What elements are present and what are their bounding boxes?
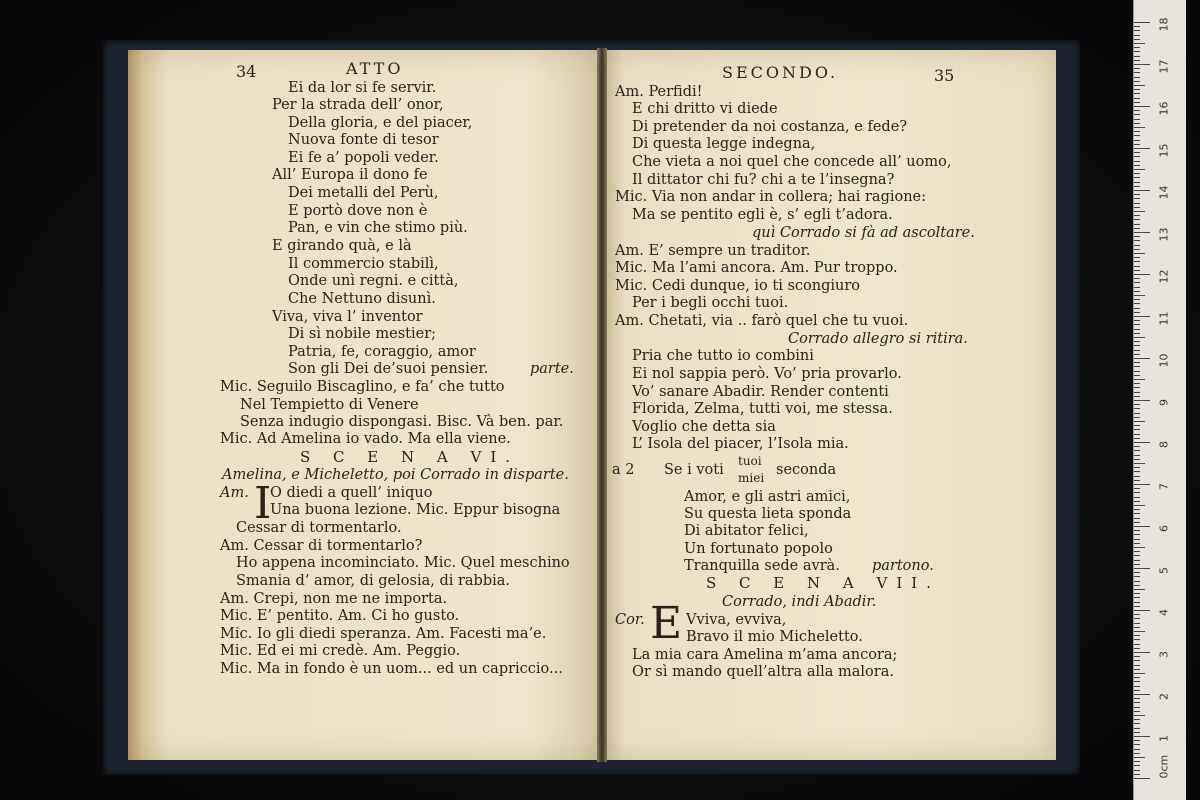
ruler-tick: [1134, 98, 1140, 99]
verse-line: Se i voti: [664, 462, 724, 478]
ruler-tick: [1134, 652, 1150, 653]
ruler-tick: [1134, 123, 1140, 124]
ruler-tick: [1134, 530, 1140, 531]
dialogue-line: Am. Perfidi!: [615, 84, 703, 100]
ruler-tick: [1134, 492, 1140, 493]
verse-line: Nuova fonte di tesor: [288, 132, 439, 148]
dialogue-line: Cessar di tormentarlo.: [236, 520, 402, 536]
ruler-tick: [1134, 89, 1140, 90]
ruler-tick: [1134, 249, 1140, 250]
ruler-tick: [1134, 186, 1140, 187]
ruler-tick: [1134, 455, 1140, 456]
ruler-tick: [1134, 677, 1140, 678]
ruler-tick: [1134, 656, 1140, 657]
ruler-tick: [1134, 765, 1140, 766]
ruler-tick: [1134, 236, 1140, 237]
dialogue-line: Am. Chetati, via .. farò quel che tu vuoi.: [615, 313, 909, 329]
ruler-tick: [1134, 366, 1140, 367]
ruler-tick: [1134, 547, 1145, 548]
ruler-tick: [1134, 761, 1140, 762]
ruler-tick: [1134, 278, 1140, 279]
ruler-tick: [1134, 404, 1140, 405]
verse-line: Il commercio stabilì,: [288, 256, 439, 272]
ruler-tick: [1134, 93, 1140, 94]
verse-variant-bottom: miei: [738, 471, 765, 485]
ruler-tick: [1134, 43, 1145, 44]
dialogue-line: Ei nol sappia però. Vo’ pria provarlo.: [632, 366, 902, 382]
ruler-tick: [1134, 312, 1140, 313]
verse-line: Son gli Dei de’suoi pensier.: [288, 361, 489, 377]
ruler-tick: [1134, 144, 1140, 145]
verse-line: Onde unì regni. e città,: [288, 273, 459, 289]
verse-line: seconda: [776, 462, 837, 478]
ruler-tick: [1134, 576, 1140, 577]
ruler-tick: [1134, 341, 1140, 342]
ruler-tick: [1134, 354, 1140, 355]
ruler-tick: [1134, 421, 1145, 422]
ruler-tick: [1134, 156, 1140, 157]
verse-line: Per la strada dell’ onor,: [272, 97, 444, 113]
ruler-tick: [1134, 148, 1150, 149]
ruler-tick: [1134, 711, 1140, 712]
ruler-tick: [1134, 85, 1145, 86]
ruler-tick: [1134, 429, 1140, 430]
verse-line: Un fortunato popolo: [684, 541, 833, 557]
dialogue-line: Vo’ sanare Abadir. Render contenti: [632, 384, 889, 400]
ruler-tick: [1134, 476, 1140, 477]
ruler-tick: [1134, 190, 1150, 191]
ruler-tick: [1134, 719, 1140, 720]
ruler-tick: [1134, 215, 1140, 216]
duet-marker: a 2: [612, 462, 635, 478]
dialogue-line: La mia cara Amelina m’ama ancora;: [632, 647, 898, 663]
ruler-tick: [1134, 194, 1140, 195]
ruler-mark: 17: [1157, 59, 1171, 74]
ruler-tick: [1134, 198, 1140, 199]
ruler-tick: [1134, 30, 1140, 31]
verse-variant-top: tuoi: [738, 454, 762, 468]
ruler-tick: [1134, 173, 1140, 174]
verse-line: Tranquilla sede avrà.: [684, 558, 840, 574]
ruler-tick: [1134, 602, 1140, 603]
ruler-mark: 18: [1157, 17, 1171, 32]
stage-direction: partono.: [872, 558, 934, 574]
ruler-tick: [1134, 753, 1140, 754]
ruler-mark: 3: [1157, 651, 1171, 658]
ruler-tick: [1134, 169, 1145, 170]
verse-line: Pan, e vin che stimo più.: [288, 220, 468, 236]
ruler-tick: [1134, 639, 1140, 640]
ruler-tick: [1134, 140, 1140, 141]
ruler-tick: [1134, 337, 1145, 338]
dialogue-line: Florida, Zelma, tutti voi, me stessa.: [632, 401, 893, 417]
ruler-tick: [1134, 614, 1140, 615]
ruler-tick: [1134, 736, 1150, 737]
ruler-tick: [1134, 274, 1150, 275]
verse-line: All’ Europa il dono fe: [272, 167, 428, 183]
ruler-mark: 14: [1157, 185, 1171, 200]
ruler-tick: [1134, 324, 1140, 325]
ruler-mark: 9: [1157, 399, 1171, 406]
ruler-tick: [1134, 644, 1140, 645]
ruler-tick: [1134, 568, 1150, 569]
dialogue-line: Pria che tutto io combini: [632, 348, 814, 364]
dialogue-line: Mic. Ed ei mi credè. Am. Peggio.: [220, 643, 461, 659]
ruler-tick: [1134, 358, 1150, 359]
ruler-mark: 1: [1157, 735, 1171, 742]
ruler-tick: [1134, 135, 1140, 136]
ruler-tick: [1134, 665, 1140, 666]
ruler-tick: [1134, 287, 1140, 288]
ruler-tick: [1134, 698, 1140, 699]
scene-heading: S C E N A VI.: [300, 448, 520, 466]
ruler-tick: [1134, 56, 1140, 57]
dialogue-line: O diedi a quell’ iniquo: [270, 485, 433, 501]
ruler-mark: 10: [1157, 353, 1171, 368]
ruler-tick: [1134, 106, 1150, 107]
ruler-tick: [1134, 669, 1140, 670]
ruler-tick: [1134, 732, 1140, 733]
ruler-tick: [1134, 467, 1140, 468]
verse-line: E portò dove non è: [288, 203, 428, 219]
ruler-tick: [1134, 266, 1140, 267]
ruler-tick: [1134, 770, 1140, 771]
ruler-mark: 16: [1157, 101, 1171, 116]
ruler-tick: [1134, 526, 1150, 527]
stage-direction: parte.: [530, 361, 574, 377]
ruler-tick: [1134, 383, 1140, 384]
ruler-mark: 13: [1157, 227, 1171, 242]
measurement-ruler: [1133, 0, 1186, 800]
ruler-tick: [1134, 593, 1140, 594]
dialogue-line: Vviva, evviva,: [686, 612, 787, 628]
ruler-tick: [1134, 161, 1140, 162]
ruler-tick: [1134, 631, 1145, 632]
ruler-tick: [1134, 463, 1145, 464]
ruler-tick: [1134, 408, 1140, 409]
ruler-tick: [1134, 623, 1140, 624]
ruler-tick: [1134, 182, 1140, 183]
ruler-tick: [1134, 110, 1140, 111]
ruler-tick: [1134, 681, 1140, 682]
dialogue-line: E chi dritto vi diede: [632, 101, 778, 117]
ruler-tick: [1134, 228, 1140, 229]
stage-direction: quì Corrado si fà ad ascoltare.: [752, 225, 975, 241]
dialogue-line: Am. E’ sempre un traditor.: [615, 243, 811, 259]
ruler-tick: [1134, 505, 1145, 506]
ruler-tick: [1134, 744, 1140, 745]
ruler-tick: [1134, 539, 1140, 540]
ruler-tick: [1134, 72, 1140, 73]
dialogue-line: L’ Isola del piacer, l’Isola mia.: [632, 436, 849, 452]
dialogue-line: Voglio che detta sia: [632, 419, 776, 435]
ruler-tick: [1134, 660, 1140, 661]
ruler-tick: [1134, 51, 1140, 52]
ruler-tick: [1134, 102, 1140, 103]
dialogue-line: Ho appena incominciato. Mic. Quel meschino: [236, 555, 570, 571]
ruler-tick: [1134, 219, 1140, 220]
dialogue-line: Smania d’ amor, di gelosia, di rabbia.: [236, 573, 510, 589]
ruler-tick: [1134, 484, 1150, 485]
ruler-mark: 6: [1157, 525, 1171, 532]
ruler-tick: [1134, 362, 1140, 363]
running-header: ATTO: [346, 59, 404, 78]
ruler-unit-label: 0cm: [1157, 754, 1171, 779]
dialogue-line: Mic. Ad Amelina io vado. Ma ella viene.: [220, 431, 511, 447]
verse-line: Di abitator felici,: [684, 523, 809, 539]
dialogue-line: Mic. Seguilo Biscaglino, e fa’ che tutto: [220, 379, 505, 395]
ruler-tick: [1134, 232, 1150, 233]
ruler-tick: [1134, 114, 1140, 115]
ruler-tick: [1134, 509, 1140, 510]
ruler-mark: 15: [1157, 143, 1171, 158]
ruler-tick: [1134, 387, 1140, 388]
dialogue-line: Mic. Ma in fondo è un uom... ed un capriccio...: [220, 661, 563, 677]
ruler-tick: [1134, 618, 1140, 619]
dialogue-line: Mic. Via non andar in collera; hai ragione:: [615, 189, 927, 205]
verse-line: Che Nettuno disunì.: [288, 291, 436, 307]
ruler-mark: 12: [1157, 269, 1171, 284]
ruler-tick: [1134, 560, 1140, 561]
ruler-tick: [1134, 635, 1140, 636]
ruler-tick: [1134, 627, 1140, 628]
ruler-tick: [1134, 131, 1140, 132]
scene-heading: S C E N A VII.: [706, 574, 940, 592]
stage-direction: Corrado allegro si ritira.: [788, 331, 968, 347]
ruler-tick: [1134, 320, 1140, 321]
ruler-tick: [1134, 211, 1145, 212]
ruler-tick: [1134, 417, 1140, 418]
ruler-tick: [1134, 316, 1150, 317]
ruler-tick: [1134, 177, 1140, 178]
ruler-tick: [1134, 375, 1140, 376]
ruler-tick: [1134, 333, 1140, 334]
ruler-tick: [1134, 270, 1140, 271]
ruler-tick: [1134, 694, 1150, 695]
verse-line: Viva, viva l’ inventor: [272, 309, 423, 325]
verse-line: Patria, fe, coraggio, amor: [288, 344, 476, 360]
ruler-tick: [1134, 329, 1140, 330]
verse-line: Dei metalli del Perù,: [288, 185, 439, 201]
dialogue-line: Mic. Cedi dunque, io ti scongiuro: [615, 278, 861, 294]
ruler-tick: [1134, 715, 1145, 716]
verse-line: Su questa lieta sponda: [684, 506, 852, 522]
dialogue-line: Am. Cessar di tormentarlo?: [220, 538, 423, 554]
running-header: SECONDO.: [722, 63, 839, 82]
ruler-tick: [1134, 371, 1140, 372]
ruler-tick: [1134, 434, 1140, 435]
ruler-tick: [1134, 581, 1140, 582]
dialogue-line: Senza indugio dispongasi. Bisc. Và ben. par.: [240, 414, 564, 430]
ruler-tick: [1134, 543, 1140, 544]
verse-line: Di sì nobile mestier;: [288, 326, 437, 342]
ruler-tick: [1134, 413, 1140, 414]
ruler-tick: [1134, 555, 1140, 556]
dialogue-line: Or sì mando quell’altra alla malora.: [632, 664, 894, 680]
ruler-mark: 8: [1157, 441, 1171, 448]
dialogue-line: Il dittator chi fu? chi a te l’insegna?: [632, 172, 895, 188]
ruler-tick: [1134, 438, 1140, 439]
verse-line: Ei da lor si fe servir.: [288, 80, 437, 96]
dialogue-line: Che vieta a noi quel che concede all’ uomo,: [632, 154, 952, 170]
ruler-tick: [1134, 26, 1140, 27]
ruler-tick: [1134, 282, 1140, 283]
ruler-tick: [1134, 723, 1140, 724]
ruler-tick: [1134, 774, 1140, 775]
ruler-tick: [1134, 778, 1150, 779]
dialogue-line: Ma se pentito egli è, s’ egli t’adora.: [632, 207, 893, 223]
ruler-tick: [1134, 303, 1140, 304]
ruler-tick: [1134, 686, 1140, 687]
ruler-tick: [1134, 81, 1140, 82]
speaker-label: Am.: [220, 485, 249, 501]
dialogue-line: Di questa legge indegna,: [632, 136, 816, 152]
dialogue-line: Am. Crepi, non me ne importa.: [220, 591, 448, 607]
ruler-tick: [1134, 152, 1140, 153]
drop-cap: I: [254, 478, 272, 529]
ruler-tick: [1134, 488, 1140, 489]
ruler-tick: [1134, 707, 1140, 708]
ruler-tick: [1134, 480, 1140, 481]
ruler-tick: [1134, 291, 1140, 292]
scene-characters: Amelina, e Micheletto, poi Corrado in disparte.: [222, 467, 569, 483]
ruler-tick: [1134, 749, 1140, 750]
ruler-tick: [1134, 119, 1140, 120]
verse-line: Della gloria, e del piacer,: [288, 115, 473, 131]
ruler-tick: [1134, 442, 1150, 443]
ruler-tick: [1134, 39, 1140, 40]
ruler-mark: 11: [1157, 311, 1171, 326]
ruler-tick: [1134, 261, 1140, 262]
ruler-tick: [1134, 702, 1140, 703]
ruler-tick: [1134, 22, 1150, 23]
page-number: 35: [934, 66, 955, 85]
dialogue-line: Bravo il mio Micheletto.: [686, 629, 863, 645]
ruler-tick: [1134, 564, 1140, 565]
dialogue-line: Mic. E’ pentito. Am. Ci ho gusto.: [220, 608, 460, 624]
ruler-tick: [1134, 740, 1140, 741]
ruler-tick: [1134, 425, 1140, 426]
ruler-tick: [1134, 400, 1150, 401]
ruler-tick: [1134, 295, 1145, 296]
page-number: 34: [236, 62, 257, 81]
ruler-tick: [1134, 47, 1140, 48]
ruler-tick: [1134, 127, 1145, 128]
ruler-tick: [1134, 165, 1140, 166]
ruler-tick: [1134, 308, 1140, 309]
ruler-tick: [1134, 551, 1140, 552]
ruler-mark: 5: [1157, 567, 1171, 574]
ruler-tick: [1134, 471, 1140, 472]
ruler-tick: [1134, 379, 1145, 380]
ruler-tick: [1134, 446, 1140, 447]
ruler-tick: [1134, 299, 1140, 300]
ruler-tick: [1134, 64, 1150, 65]
ruler-tick: [1134, 673, 1145, 674]
ruler-mark: 2: [1157, 693, 1171, 700]
dialogue-line: Per i begli occhi tuoi.: [632, 295, 789, 311]
ruler-tick: [1134, 534, 1140, 535]
ruler-tick: [1134, 606, 1140, 607]
ruler-tick: [1134, 522, 1140, 523]
ruler-tick: [1134, 497, 1140, 498]
ruler-tick: [1134, 224, 1140, 225]
ruler-tick: [1134, 648, 1140, 649]
ruler-tick: [1134, 68, 1140, 69]
ruler-tick: [1134, 392, 1140, 393]
ruler-tick: [1134, 240, 1140, 241]
ruler-tick: [1134, 572, 1140, 573]
ruler-tick: [1134, 728, 1140, 729]
ruler-tick: [1134, 35, 1140, 36]
ruler-tick: [1134, 589, 1145, 590]
ruler-tick: [1134, 245, 1140, 246]
ruler-mark: 7: [1157, 483, 1171, 490]
ruler-tick: [1134, 518, 1140, 519]
ruler-tick: [1134, 257, 1140, 258]
verse-line: Amor, e gli astri amici,: [684, 489, 851, 505]
ruler-tick: [1134, 757, 1145, 758]
dialogue-line: Una buona lezione. Mic. Eppur bisogna: [270, 502, 561, 518]
verse-line: E girando quà, e là: [272, 238, 412, 254]
ruler-tick: [1134, 513, 1140, 514]
ruler-tick: [1134, 585, 1140, 586]
ruler-tick: [1134, 60, 1140, 61]
ruler-tick: [1134, 396, 1140, 397]
dialogue-line: Nel Tempietto di Venere: [240, 397, 419, 413]
verse-line: Ei fe a’ popoli veder.: [288, 150, 439, 166]
ruler-tick: [1134, 690, 1140, 691]
dialogue-line: Mic. Io gli diedi speranza. Am. Facesti ma’e.: [220, 626, 547, 642]
ruler-mark: 4: [1157, 609, 1171, 616]
drop-cap: E: [650, 598, 683, 649]
ruler-tick: [1134, 597, 1140, 598]
dialogue-line: Mic. Ma l’ami ancora. Am. Pur troppo.: [615, 260, 898, 276]
ruler-tick: [1134, 203, 1140, 204]
ruler-tick: [1134, 77, 1140, 78]
ruler-tick: [1134, 450, 1140, 451]
ruler-tick: [1134, 459, 1140, 460]
ruler-tick: [1134, 610, 1150, 611]
speaker-label: Cor.: [615, 612, 645, 628]
ruler-tick: [1134, 350, 1140, 351]
ruler-tick: [1134, 501, 1140, 502]
ruler-tick: [1134, 345, 1140, 346]
book-gutter: [597, 48, 607, 762]
dialogue-line: Di pretender da noi costanza, e fede?: [632, 119, 908, 135]
ruler-tick: [1134, 253, 1145, 254]
scene-characters: Corrado, indi Abadir.: [722, 594, 877, 610]
ruler-tick: [1134, 207, 1140, 208]
